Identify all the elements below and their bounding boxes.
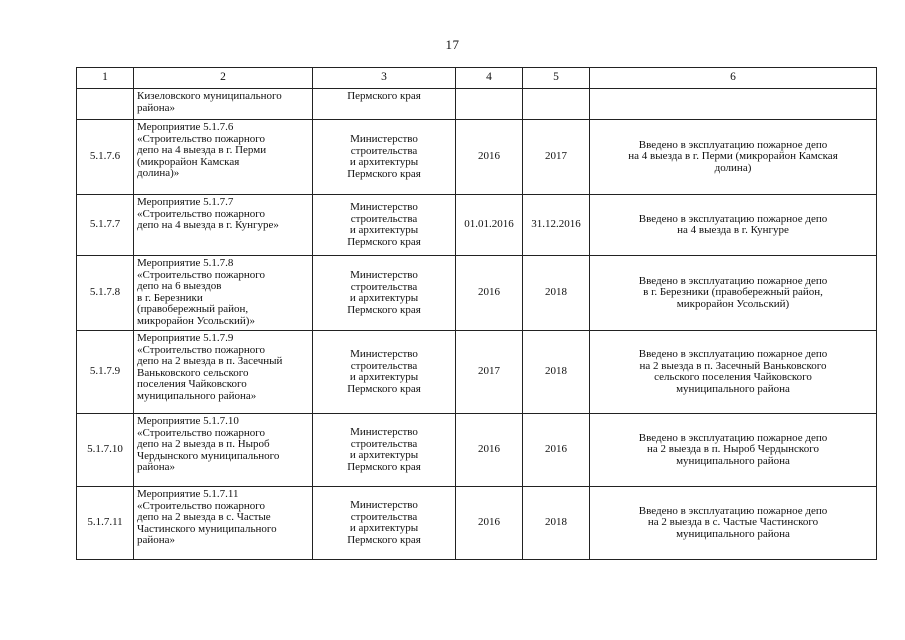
start-date: 2016 (456, 487, 523, 560)
executor (313, 256, 456, 331)
measure-name-line: «Строительство пожарного (137, 343, 265, 356)
column-header: 2 (134, 68, 313, 89)
measure-name-line: «Строительство пожарного (137, 132, 265, 145)
table-row (77, 195, 877, 256)
measure-name-line: района» (137, 534, 176, 546)
executor (313, 89, 456, 120)
table-row (77, 414, 877, 487)
executor-line: Пермского края (347, 167, 421, 180)
executor-line: Пермского края (347, 235, 421, 248)
result-line: муниципального района (676, 527, 790, 540)
start-date: 01.01.2016 (456, 195, 523, 256)
measure-name-line: «Строительство пожарного (137, 499, 265, 512)
measure-name-line: микрорайон Усольский)» (137, 314, 255, 327)
result-line: на 2 выезда в с. Частые Частинского (647, 516, 819, 529)
measure-name-line: «Строительство пожарного (137, 426, 265, 439)
end-date: 31.12.2016 (523, 195, 590, 256)
executor (313, 414, 456, 487)
result-line: муниципального района (676, 454, 790, 467)
measure-code: 5.1.7.8 (77, 256, 134, 331)
executor-line: Министерство (350, 133, 418, 145)
measure-code: 5.1.7.10 (77, 414, 134, 487)
page-number: 17 (445, 37, 460, 52)
executor-line: Министерство (350, 269, 418, 281)
column-header: 4 (456, 68, 523, 89)
result-line: Введено в эксплуатацию пожарное депо (638, 431, 828, 444)
measure-name-line: «Строительство пожарного (137, 268, 265, 281)
result-line: долина) (714, 161, 752, 174)
measure-name-line: Мероприятие 5.1.7.9 (137, 332, 234, 344)
measure-name-line: Ваньковского сельского (137, 366, 249, 379)
executor-line: Министерство (350, 201, 418, 213)
result-line: на 4 выезда в г. Кунгуре (677, 224, 789, 236)
measure-name-line: района» (137, 101, 176, 114)
result-line: Введено в эксплуатацию пожарное депо (638, 138, 828, 151)
measure-name-line: Мероприятие 5.1.7.6 (137, 121, 234, 133)
start-date: 2016 (456, 256, 523, 331)
measure-name-line: долина)» (137, 167, 180, 179)
end-date: 2016 (523, 414, 590, 487)
measure-name-line: поселения Чайковского (137, 378, 247, 390)
end-date (523, 89, 590, 120)
executor-line: Министерство (350, 426, 418, 438)
executor-line: Министерство (350, 499, 418, 511)
start-date: 2017 (456, 331, 523, 414)
measure-name-line: депо на 6 выездов (137, 280, 222, 292)
end-date: 2018 (523, 487, 590, 560)
table-row (77, 487, 877, 560)
measure-name (134, 331, 313, 414)
header-row (77, 68, 877, 89)
executor (313, 195, 456, 256)
measure-name-line: (микрорайон Камская (137, 155, 240, 168)
table-row (77, 89, 877, 120)
measure-name-line: депо на 2 выезда в с. Частые (137, 511, 271, 523)
result-line: на 4 выезда в г. Перми (микрорайон Камская (628, 150, 838, 163)
executor-line: строительства (350, 212, 418, 225)
executor-line: и архитектуры (349, 522, 419, 534)
result-line: Введено в эксплуатацию пожарное депо (638, 348, 828, 360)
executor-line: Пермского края (347, 90, 421, 102)
table-row (77, 256, 877, 331)
executor (313, 120, 456, 195)
executor-line: и архитектуры (349, 292, 419, 304)
result (590, 331, 877, 414)
measures-table (76, 67, 877, 560)
measure-name-line: Мероприятие 5.1.7.10 (137, 415, 239, 427)
executor (313, 331, 456, 414)
measure-code: 5.1.7.11 (77, 487, 134, 560)
table-row (77, 120, 877, 195)
end-date: 2018 (523, 256, 590, 331)
result (590, 487, 877, 560)
result (590, 195, 877, 256)
start-date: 2016 (456, 414, 523, 487)
measure-name-line: депо на 4 выезда в г. Перми (137, 144, 267, 156)
start-date: 2016 (456, 120, 523, 195)
executor-line: Пермского края (347, 460, 421, 473)
executor-line: строительства (350, 437, 418, 450)
measure-name-line: (правобережный район, (137, 303, 249, 315)
measure-code: 5.1.7.9 (77, 331, 134, 414)
measure-name-line: района» (137, 461, 176, 473)
result-line: сельского поселения Чайковского (654, 371, 812, 383)
measure-name-line: Чердынского муниципального (137, 449, 280, 462)
measure-name (134, 414, 313, 487)
measure-name-line: Кизеловского муниципального (137, 90, 282, 102)
executor-line: и архитектуры (349, 156, 419, 168)
result (590, 89, 877, 120)
measure-name (134, 256, 313, 331)
start-date (456, 89, 523, 120)
column-header: 1 (77, 68, 134, 89)
measure-code: 5.1.7.7 (77, 195, 134, 256)
result (590, 120, 877, 195)
measure-name-line: депо на 4 выезда в г. Кунгуре» (137, 219, 279, 231)
result (590, 256, 877, 331)
measure-name (134, 195, 313, 256)
measure-name (134, 120, 313, 195)
measure-name-line: депо на 2 выезда в п. Засечный (137, 355, 283, 367)
executor-line: Министерство (350, 348, 418, 360)
executor-line: строительства (350, 359, 418, 372)
measure-name-line: депо на 2 выезда в п. Ныроб (137, 438, 270, 450)
measure-name (134, 89, 313, 120)
result-line: микрорайон Усольский) (676, 297, 790, 310)
end-date: 2017 (523, 120, 590, 195)
executor-line: Пермского края (347, 303, 421, 316)
measure-name-line: муниципального района» (137, 389, 257, 402)
measure-name-line: Мероприятие 5.1.7.11 (137, 488, 239, 500)
end-date: 2018 (523, 331, 590, 414)
executor-line: и архитектуры (349, 224, 419, 236)
measure-code (77, 89, 134, 120)
result-line: в г. Березники (правобережный район, (643, 286, 823, 299)
result-line: Введено в эксплуатацию пожарное депо (638, 212, 828, 225)
result (590, 414, 877, 487)
measure-name-line: в г. Березники (137, 291, 203, 304)
executor-line: Пермского края (347, 382, 421, 395)
result-line: на 2 выезда в п. Ныроб Чердынского (647, 443, 819, 456)
result-line: муниципального района (676, 382, 790, 395)
executor-line: и архитектуры (349, 371, 419, 383)
measure-code: 5.1.7.6 (77, 120, 134, 195)
table-row (77, 331, 877, 414)
measure-name-line: Мероприятие 5.1.7.7 (137, 196, 234, 208)
column-header: 3 (313, 68, 456, 89)
executor (313, 487, 456, 560)
result-line: Введено в эксплуатацию пожарное депо (638, 274, 828, 287)
column-header: 6 (590, 68, 877, 89)
executor-line: Пермского края (347, 533, 421, 546)
measure-name-line: «Строительство пожарного (137, 207, 265, 220)
measure-name-line: Частинского муниципального (137, 522, 277, 535)
executor-line: и архитектуры (349, 449, 419, 461)
executor-line: строительства (350, 144, 418, 157)
executor-line: строительства (350, 280, 418, 293)
result-line: на 2 выезда в п. Засечный Ваньковского (639, 359, 827, 372)
executor-line: строительства (350, 510, 418, 523)
result-line: Введено в эксплуатацию пожарное депо (638, 504, 828, 517)
measure-name-line: Мероприятие 5.1.7.8 (137, 257, 234, 269)
column-header: 5 (523, 68, 590, 89)
measure-name (134, 487, 313, 560)
